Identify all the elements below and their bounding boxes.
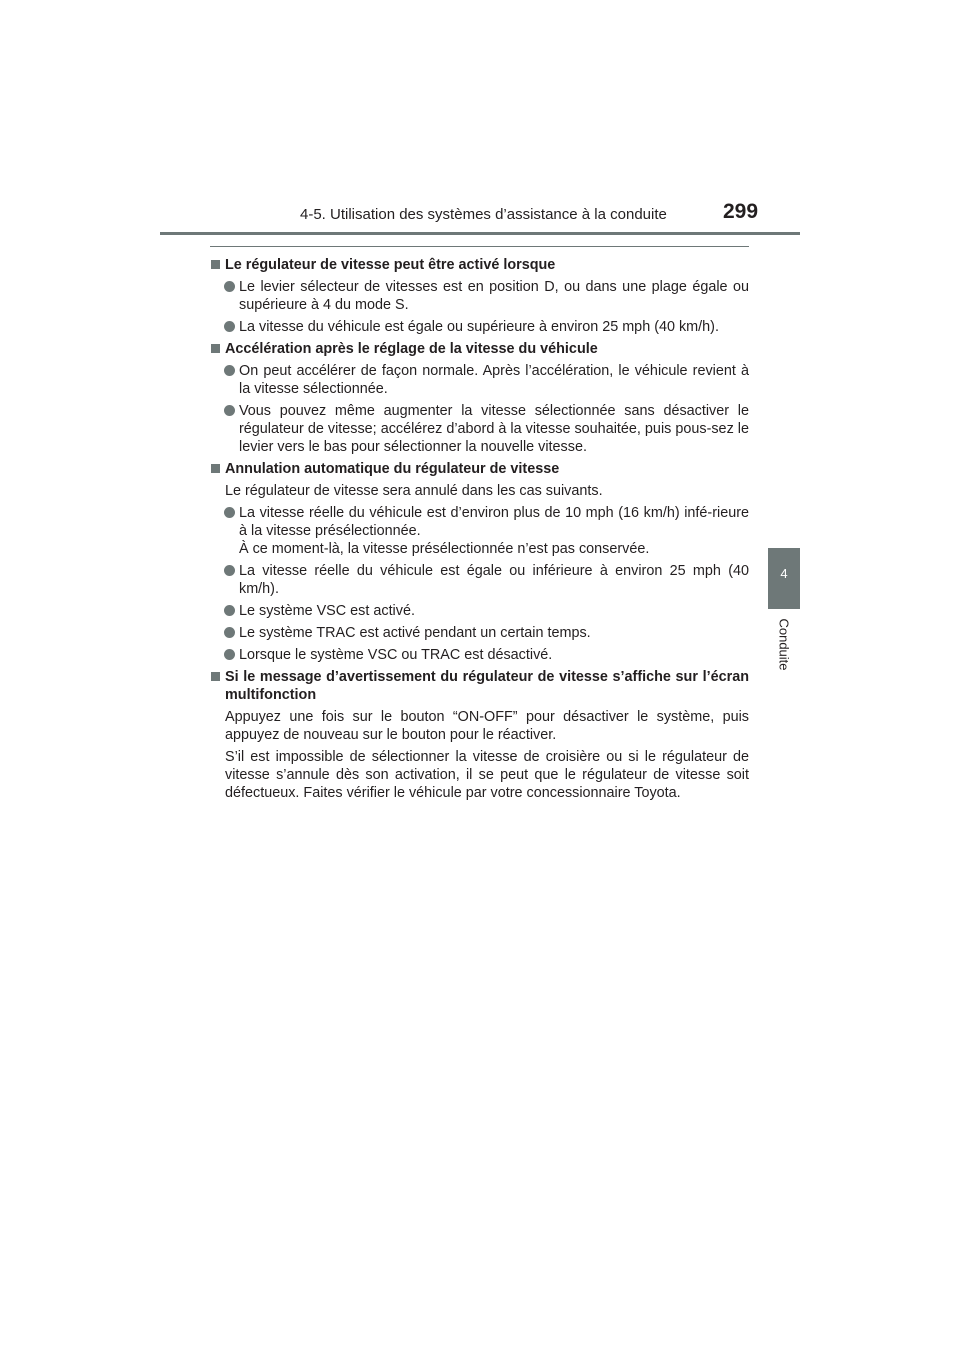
list-item-text: La vitesse réelle du véhicule est égale ou inférieure à environ 25 mph (40 km/h). — [239, 563, 749, 597]
section-heading — [211, 668, 749, 704]
chapter-tab — [768, 548, 800, 609]
chapter-number: 4 — [780, 566, 788, 581]
circle-bullet-icon — [224, 627, 235, 638]
list-item — [211, 362, 749, 398]
section-heading — [211, 256, 749, 274]
heading-text: Si le message d’avertissement du régulateur de vitesse s’affiche sur l’écran multifonction — [225, 669, 749, 703]
list-item-text: Lorsque le système VSC ou TRAC est désactivé. — [239, 647, 553, 663]
chapter-label: Conduite — [776, 618, 792, 671]
circle-bullet-icon — [224, 605, 235, 616]
circle-bullet-icon — [224, 649, 235, 660]
section-activation — [211, 256, 749, 336]
list-item-text: La vitesse du véhicule est égale ou supérieure à environ 25 mph (40 km/h). — [239, 319, 719, 335]
circle-bullet-icon — [224, 565, 235, 576]
list-item-text: Le système TRAC est activé pendant un certain temps. — [239, 625, 591, 641]
list-item-text: La vitesse réelle du véhicule est d’environ plus de 10 mph (16 km/h) infé-rieure à la vitesse présélectionnée. — [239, 505, 749, 539]
list-item — [211, 402, 749, 456]
section-heading — [211, 460, 749, 478]
circle-bullet-icon — [224, 281, 235, 292]
heading-text: Annulation automatique du régulateur de vitesse — [225, 461, 560, 477]
list-item — [211, 278, 749, 314]
page-number: 299 — [723, 200, 759, 223]
circle-bullet-icon — [224, 507, 235, 518]
section-acceleration — [211, 340, 749, 456]
square-bullet-icon — [211, 260, 220, 269]
paragraph: Appuyez une fois sur le bouton “ON-OFF” pour désactiver le système, puis appuyez de nouveau sur le bouton pour le réactiver. — [225, 709, 749, 743]
section-warning-message — [211, 668, 749, 802]
heading-text: Le régulateur de vitesse peut être activé lorsque — [225, 257, 556, 273]
list-item-text: On peut accélérer de façon normale. Après l’accélération, le véhicule revient à la vitesse sélectionnée. — [239, 363, 749, 397]
list-item — [211, 646, 749, 664]
paragraph: S’il est impossible de sélectionner la vitesse de croisière ou si le régulateur de vitesse s’annule dès son activation, il se peut que le régulateur de vitesse soit défectueux. Faites vérifier le véhicule par votre concessionnaire Toyota. — [225, 749, 749, 801]
content-divider — [210, 246, 749, 247]
square-bullet-icon — [211, 344, 220, 353]
header-divider — [160, 232, 800, 235]
list-item-text: Vous pouvez même augmenter la vitesse sélectionnée sans désactiver le régulateur de vitesse; accélérez d’abord à la vitesse souhaitée, puis pous-sez le levier vers le bas pour sélectionner la nouvelle vitesse. — [239, 403, 749, 455]
circle-bullet-icon — [224, 365, 235, 376]
list-item-note: À ce moment-là, la vitesse présélectionnée n’est pas conservée. — [239, 541, 650, 557]
list-item-text: Le levier sélecteur de vitesses est en position D, ou dans une plage égale ou supérieure à 4 du mode S. — [239, 279, 749, 313]
heading-text: Accélération après le réglage de la vitesse du véhicule — [225, 341, 598, 357]
square-bullet-icon — [211, 464, 220, 473]
section-title: 4-5. Utilisation des systèmes d’assistance à la conduite — [300, 206, 667, 223]
circle-bullet-icon — [224, 321, 235, 332]
circle-bullet-icon — [224, 405, 235, 416]
list-item — [211, 624, 749, 642]
list-item — [211, 318, 749, 336]
section-auto-cancel — [211, 460, 749, 664]
list-item — [211, 504, 749, 558]
list-item — [211, 602, 749, 620]
section-heading — [211, 340, 749, 358]
list-item — [211, 562, 749, 598]
square-bullet-icon — [211, 672, 220, 681]
page-content — [211, 256, 749, 806]
section-intro: Le régulateur de vitesse sera annulé dans les cas suivants. — [225, 483, 603, 499]
list-item-text: Le système VSC est activé. — [239, 603, 415, 619]
